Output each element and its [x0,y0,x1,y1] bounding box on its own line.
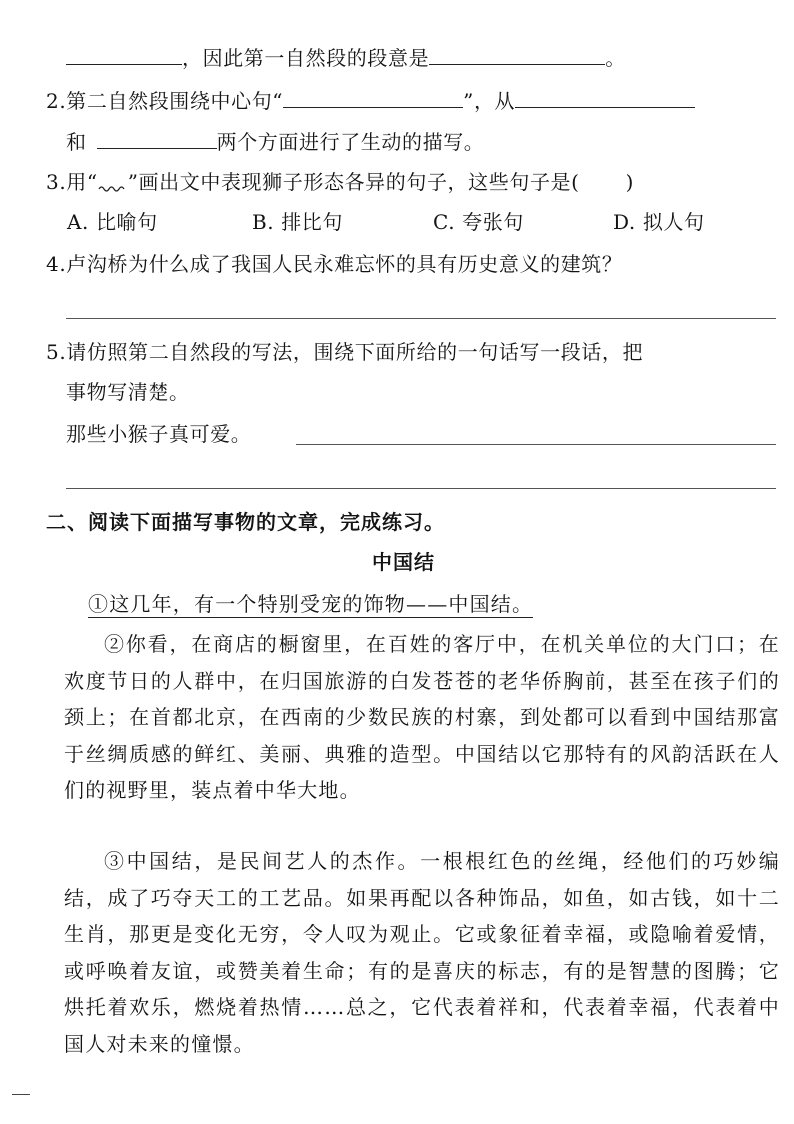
article-paragraph-3: ③中国结，是民间艺人的杰作。一根根红色的丝绳，经他们的巧妙编结，成了巧夺天工的工艺品。如果再配以各种饰品，如鱼，如古钱，如十二生肖，那更是变化无穷，令人叹为观止。它或象征着幸福，或隐喻着爱情，或呼唤着友谊，或赞美着生命；有的是喜庆的标志，有的是智慧的图腾；它烘托着欢乐，燃烧着热情……总之，它代表着祥和，代表着幸福，代表着中国人对未来的憧憬。 [64,849,780,1056]
q4-text: 卢沟桥为什么成了我国人民永难忘怀的具有历史意义的建筑？ [66,252,623,276]
q2-text-a: 第二自然段围绕中心句“ [66,89,284,113]
q5-answer-line-1[interactable] [296,444,776,445]
q3-option-c[interactable]: C. 夸张句 [433,210,524,234]
wavy-underline-symbol [98,169,128,189]
q2-blank-central-sentence[interactable] [283,87,463,108]
q5-prompt-line [66,420,251,448]
section-2-heading: 二、阅读下面描写事物的文章，完成练习。 [46,510,445,534]
q3-option-d[interactable]: D. 拟人句 [613,210,705,234]
q2-number: 2. [46,89,67,113]
article-paragraph-2: ②你看，在商店的橱窗里，在百姓的客厅中，在机关单位的大门口；在欢度节日的人群中，在归国旅游的白发苍苍的老华侨胸前，甚至在孩子们的颈上；在首都北京，在西南的少数民族的村寨，到处都可以看到中国结那富于丝绸质感的鲜红、美丽、典雅的造型。中国结以它那特有的风韵活跃在人们的视野里，装点着中华大地。 [64,632,780,802]
q5-prompt: 那些小猴子真可爱。 [66,422,252,446]
q2-blank-aspect-2[interactable] [97,128,217,149]
q4-number: 4. [46,252,67,276]
q4-line [46,250,623,278]
q5-text-b: 事物写清楚。 [66,380,190,404]
q1-tail-line [66,44,626,72]
q3-text-c: ) [625,170,634,194]
q1-blank-1[interactable] [66,44,182,65]
q5-text-a: 请仿照第二自然段的写法，围绕下面所给的一句话写一段话，把 [66,340,644,364]
q3-text-a: 用“ [66,170,98,194]
q1-text-mid: ，因此第一自然段的段意是 [182,46,430,70]
q3-option-a[interactable]: A. 比喻句 [67,210,158,234]
q4-answer-line[interactable] [66,318,776,319]
q1-text-end: 。 [605,46,626,70]
q3-line-1 [46,168,634,196]
paragraph-1-underlined-sentence: ①这几年，有一个特别受宠的饰物——中国结。 [88,592,534,616]
q1-blank-2[interactable] [429,44,605,65]
page-corner-mark [12,1094,30,1095]
article-paragraph-1 [88,590,533,618]
q5-line-1 [46,338,643,366]
article-title: 中国结 [372,550,435,574]
q2-line-1 [46,87,695,115]
q3-option-b[interactable]: B. 排比句 [252,210,344,234]
q5-line-2 [66,378,190,406]
q2-blank-aspect-1[interactable] [515,87,695,108]
q2-text-d: 两个方面进行了生动的描写。 [216,130,485,154]
q5-number: 5. [46,340,67,364]
q2-text-b: ”，从 [463,89,516,113]
q2-text-c: 和 [66,130,87,154]
q3-text-b: ”画出文中表现狮子形态各异的句子，这些句子是( [127,170,580,194]
q2-line-2 [66,128,484,156]
q5-answer-line-2[interactable] [66,488,776,489]
q3-number: 3. [46,170,67,194]
